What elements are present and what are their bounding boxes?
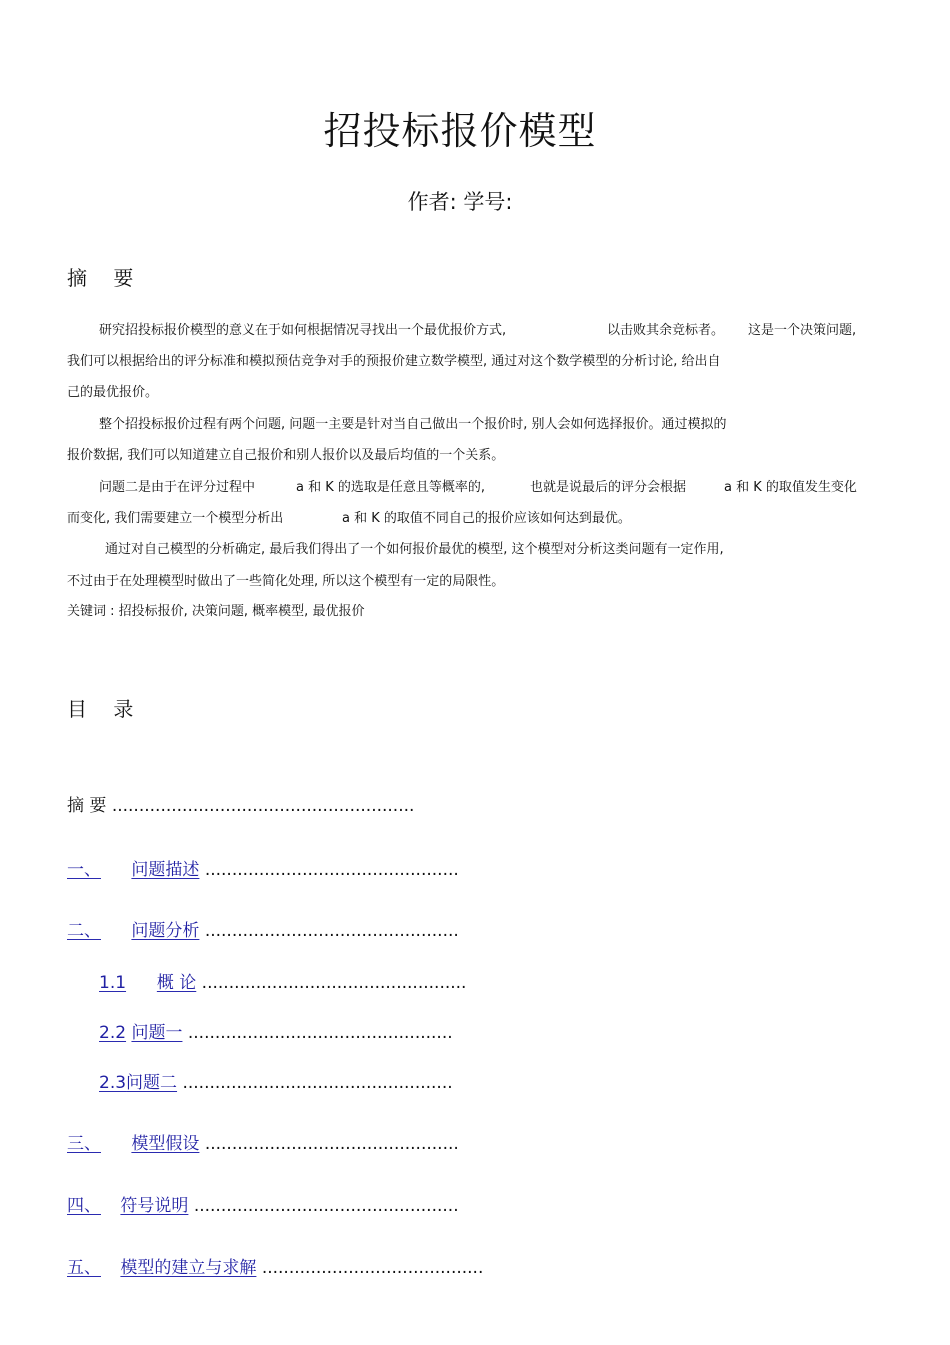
toc-label[interactable]: 模型的建立与求解 [120, 1258, 257, 1278]
toc-number[interactable]: 1.1 [99, 973, 127, 993]
abstract-line-1a: 研究招投标报价模型的意义在于如何根据情况寻找出一个最优报价方式, [99, 323, 507, 338]
toc-item-problem-description[interactable] [67, 855, 459, 880]
toc-label[interactable]: 符号说明 [120, 1196, 189, 1216]
toc-number[interactable]: 五、 [67, 1258, 101, 1278]
toc-dots: ........................................................ [111, 796, 415, 816]
abstract-line-1b: 以击败其余竞标者。 [607, 323, 725, 338]
toc-dots: ............................................... [204, 921, 459, 941]
toc-dots: ................................................. [201, 973, 467, 993]
toc-dots: ................................................. [193, 1196, 459, 1216]
toc-label[interactable]: 问题一 [131, 1023, 183, 1043]
toc-label: 摘 要 [67, 796, 107, 816]
toc-number[interactable]: 2.3 [99, 1073, 127, 1093]
abstract-line-6c: 也就是说最后的评分会根据 [530, 480, 687, 495]
toc-dots: ......................................... [261, 1258, 484, 1278]
abstract-line-7a: 而变化, 我们需要建立一个模型分析出 [67, 511, 284, 526]
keywords-line: 关键词 : 招投标报价, 决策问题, 概率模型, 最优报价 [67, 604, 365, 619]
toc-label[interactable]: 问题二 [126, 1073, 178, 1093]
toc-number[interactable]: 三、 [67, 1134, 101, 1154]
toc-item-overview[interactable] [99, 968, 466, 993]
abstract-line-8: 通过对自己模型的分析确定, 最后我们得出了一个如何报价最优的模型, 这个模型对分析这类问题有一定作用, [105, 542, 724, 557]
abstract-line-6b: a 和 K 的选取是任意且等概率的, [296, 480, 486, 495]
author-line: 作者: 学号: [407, 190, 513, 214]
abstract-line-2: 我们可以根据给出的评分标准和模拟预估竞争对手的预报价建立数学模型, 通过对这个数学模型的分析讨论, 给出自 [67, 354, 721, 369]
toc-number[interactable]: 2.2 [99, 1023, 127, 1043]
abstract-line-1c: 这是一个决策问题, [748, 323, 857, 338]
toc-dots: ............................................... [204, 860, 459, 880]
abstract-line-3: 己的最优报价。 [67, 385, 159, 400]
toc-dots: ............................................... [204, 1134, 459, 1154]
toc-number[interactable]: 一、 [67, 860, 101, 880]
toc-item-question-two[interactable] [99, 1068, 453, 1093]
toc-heading: 目 录 [67, 697, 144, 721]
abstract-line-5: 报价数据, 我们可以知道建立自己报价和别人报价以及最后均值的一个关系。 [67, 448, 505, 463]
toc-item-symbol-notes[interactable] [67, 1191, 459, 1216]
toc-label[interactable]: 问题分析 [131, 921, 200, 941]
abstract-heading: 摘 要 [67, 266, 144, 290]
toc-label[interactable]: 概 论 [156, 973, 197, 993]
toc-number[interactable]: 二、 [67, 921, 101, 941]
toc-item-model-building[interactable] [67, 1253, 483, 1278]
toc-item-abstract[interactable] [67, 791, 414, 816]
toc-item-model-assumptions[interactable] [67, 1129, 459, 1154]
abstract-line-4: 整个招投标报价过程有两个问题, 问题一主要是针对当自己做出一个报价时, 别人会如何选择报价。通过模拟的 [99, 417, 727, 432]
toc-label[interactable]: 问题描述 [131, 860, 200, 880]
toc-dots: .................................................. [182, 1073, 453, 1093]
toc-number[interactable]: 四、 [67, 1196, 101, 1216]
toc-item-question-one[interactable] [99, 1018, 453, 1043]
abstract-line-7b: a 和 K 的取值不同自己的报价应该如何达到最优。 [342, 511, 631, 526]
toc-dots: ................................................. [187, 1023, 453, 1043]
abstract-line-9: 不过由于在处理模型时做出了一些简化处理, 所以这个模型有一定的局限性。 [67, 574, 505, 589]
document-title: 招投标报价模型 [323, 109, 597, 153]
abstract-line-6a: 问题二是由于在评分过程中 [99, 480, 256, 495]
toc-label[interactable]: 模型假设 [131, 1134, 200, 1154]
abstract-line-6d: a 和 K 的取值发生变化 [724, 480, 857, 495]
toc-item-problem-analysis[interactable] [67, 916, 459, 941]
